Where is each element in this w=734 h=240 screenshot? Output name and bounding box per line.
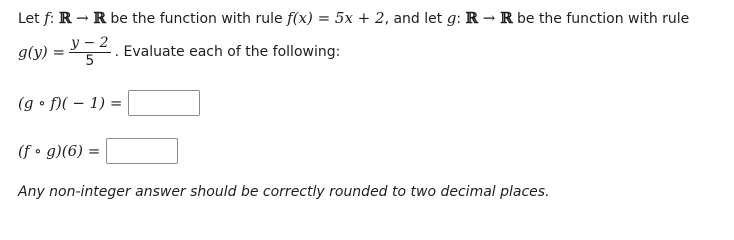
reals-symbol: ℝ (465, 9, 478, 27)
rounding-note: Any non-integer answer should be correctly rounded to two decimal places. (18, 184, 550, 200)
g-fraction (69, 35, 110, 70)
g-lhs: g(y) = (18, 43, 66, 61)
answer-input-1[interactable] (128, 90, 200, 116)
function-g: g (446, 9, 457, 27)
f-rule: f(x) = 5x + 2 (287, 9, 385, 27)
instruction-text: . Evaluate each of the following: (114, 44, 341, 60)
arrow-symbol: → (71, 9, 94, 27)
reals-symbol: ℝ (58, 9, 72, 27)
arrow-symbol: → (477, 9, 501, 27)
function-f: f (44, 9, 50, 27)
question-2 (18, 136, 178, 166)
answer-input-2[interactable] (106, 138, 178, 164)
colon: : (49, 11, 59, 27)
text-rule-2: be the function with rule (512, 11, 690, 27)
question-1-label: (g ∘ f)( − 1) = (18, 94, 123, 112)
problem-statement-line1 (18, 8, 689, 29)
problem-statement-line2 (18, 30, 340, 74)
reals-symbol: ℝ (93, 9, 106, 27)
colon: : (456, 11, 466, 27)
text-rule: be the function with rule (105, 11, 288, 27)
text-let: Let (18, 11, 45, 27)
text-and-let: , and let (384, 11, 447, 27)
fraction-numerator: y − 2 (71, 34, 109, 51)
fraction-denominator: 5 (85, 52, 95, 69)
question-2-label: (f ∘ g)(6) = (18, 142, 101, 160)
reals-symbol: ℝ (500, 9, 513, 27)
question-1 (18, 88, 200, 118)
